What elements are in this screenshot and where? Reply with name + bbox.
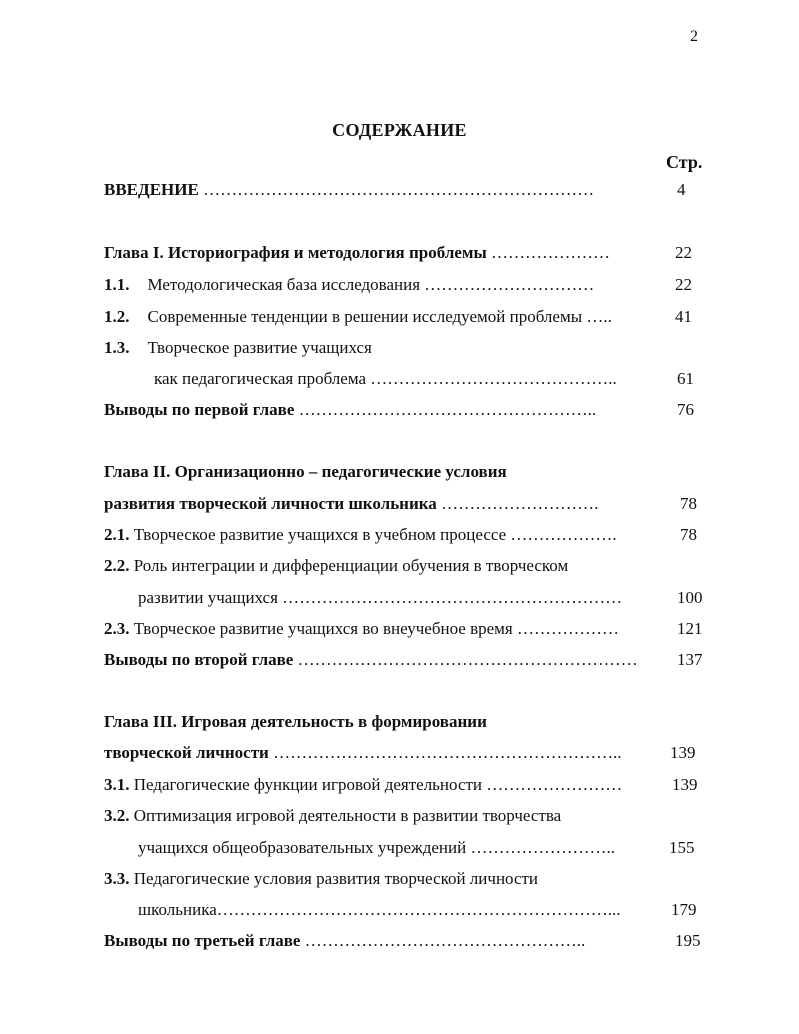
toc-entry-intro: ВВЕДЕНИЕ …………………………………………………………… (104, 180, 595, 199)
toc-entry-chapter-1: Глава I. Историография и методология проблемы ………………… (104, 243, 610, 262)
toc-page-conclusions-2: 137 (677, 650, 703, 669)
toc-entry-conclusions-3: Выводы по третьей главе ………………………………………….. (104, 931, 586, 950)
toc-entry-1-3: 1.3. Творческое развитие учащихся (104, 338, 372, 357)
page-number: 2 (690, 28, 698, 45)
toc-page-3-3: 179 (671, 900, 697, 919)
toc-entry-3-1: 3.1. Педагогические функции игровой деятельности …………………… (104, 775, 623, 794)
toc-entry-chapter-3-cont: творческой личности …………………………………………………….. (104, 743, 622, 762)
toc-page-chapter-1: 22 (675, 243, 692, 262)
toc-entry-3-3: 3.3. Педагогические условия развития творческой личности (104, 869, 539, 888)
toc-page-chapter-3: 139 (670, 743, 696, 762)
toc-page-2-1: 78 (680, 525, 697, 544)
toc-page-2-2: 100 (677, 588, 703, 607)
toc-entry-1-1: 1.1. Методологическая база исследования ………………………… (104, 275, 595, 294)
toc-page-1-2: 41 (675, 307, 692, 326)
toc-page-conclusions-3: 195 (675, 931, 701, 950)
page-column-label: Стр. (666, 152, 703, 172)
toc-entry-conclusions-2: Выводы по второй главе …………………………………………………… (104, 650, 638, 669)
toc-page-3-2: 155 (669, 838, 695, 857)
toc-entry-conclusions-1: Выводы по первой главе …………………………………………….. (104, 400, 597, 419)
toc-entry-3-2: 3.2. Оптимизация игровой деятельности в развитии творчества (104, 806, 562, 825)
toc-page-2-3: 121 (677, 619, 703, 638)
toc-entry-2-1: 2.1. Творческое развитие учащихся в учебном процессе ………………. (104, 525, 617, 544)
toc-entry-1-2: 1.2. Современные тенденции в решении исследуемой проблемы ….. (104, 307, 612, 326)
toc-entry-2-2-cont: развитии учащихся …………………………………………………… (138, 588, 623, 607)
toc-page-chapter-2: 78 (680, 494, 697, 513)
toc-entry-chapter-3: Глава III. Игровая деятельность в формировании (104, 712, 487, 731)
toc-page-conclusions-1: 76 (677, 400, 694, 419)
toc-page-intro: 4 (677, 180, 686, 199)
toc-entry-1-3-cont: как педагогическая проблема …………………………………….. (154, 369, 617, 388)
toc-entry-chapter-2: Глава II. Организационно – педагогические условия (104, 462, 507, 481)
toc-entry-2-2: 2.2. Роль интеграции и дифференциации обучения в творческом (104, 556, 569, 575)
toc-entry-2-3: 2.3. Творческое развитие учащихся во внеучебное время ……………… (104, 619, 620, 638)
page-title: СОДЕРЖАНИЕ (332, 120, 467, 140)
toc-page-1-1: 22 (675, 275, 692, 294)
toc-entry-3-3-cont: школьника……………………………………………………………... (138, 900, 621, 919)
toc-entry-3-2-cont: учащихся общеобразовательных учреждений …………………….. (138, 838, 615, 857)
toc-page-1-3: 61 (677, 369, 694, 388)
toc-page-3-1: 139 (672, 775, 698, 794)
toc-entry-chapter-2-cont: развития творческой личности школьника ………………………. (104, 494, 599, 513)
